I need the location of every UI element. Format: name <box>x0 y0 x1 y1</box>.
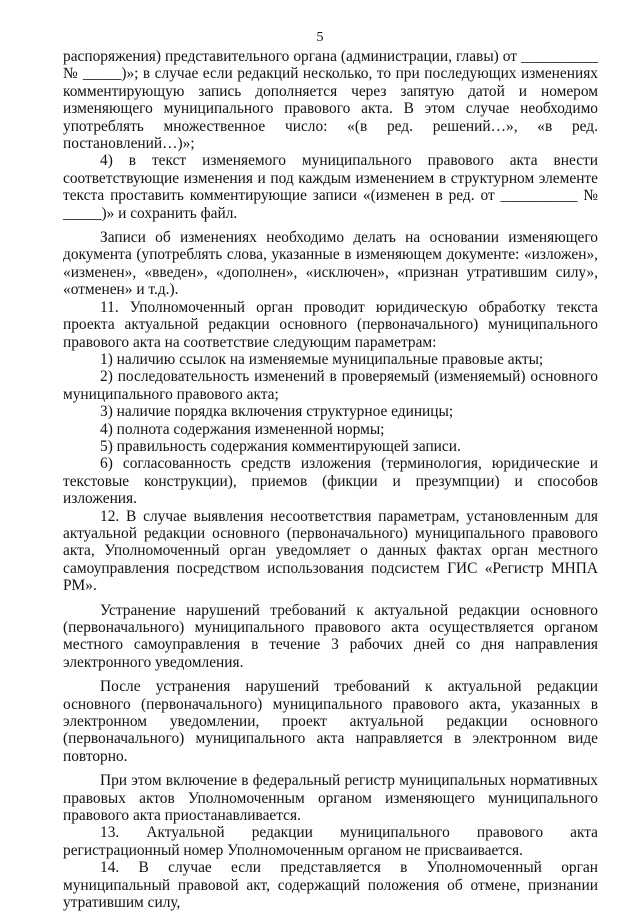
document-body <box>63 48 598 912</box>
paragraph: 12. В случае выявления несоответствия параметрам, установленным для актуальной редакции основного (первоначального) муниципального правового акта, Уполномоченный орган уведомляет о данных фактах орган местного самоуправления посредством использования подсистем ГИС «Регистр МНПА РМ». <box>63 507 598 595</box>
paragraph: 5) правильность содержания комментирующей записи. <box>100 437 461 455</box>
paragraph: 2) последовательность изменений в проверяемый (изменяемый) основного муниципального правового акта; <box>63 368 598 403</box>
paragraph: При этом включение в федеральный регистр муниципальных нормативных правовых актов Уполномоченным органом изменяющего муниципального правового акта приостанавливается. <box>63 772 598 825</box>
paragraph: 4) полнота содержания измененной нормы; <box>100 420 385 438</box>
paragraph: Устранение нарушений требований к актуальной редакции основного (первоначального) муниципального правового акта осуществляется органом местного самоуправления в течение 3 рабочих дней со дня направления электронного уведомления. <box>63 601 598 671</box>
page-number: 5 <box>316 30 324 45</box>
paragraph: Записи об изменениях необходимо делать на основании изменяющего документа (употреблять слова, указанные в изменяющем документе: «изложен», «изменен», «введен», «дополнен», «исключен», «признан утратившим силу», «отменен» и т.д.). <box>63 229 598 299</box>
paragraph: 4) в текст изменяемого муниципального правового акта внести соответствующие изменения и под каждым изменением в структурном элементе текста проставить комментирующие записи «(изменен в ред. от __________ № _____)» и сохранить файл. <box>63 152 598 222</box>
paragraph: 13. Актуальной редакции муниципального правового акта регистрационный номер Уполномоченным органом не присваивается. <box>63 824 598 859</box>
paragraph: 1) наличию ссылок на изменяемые муниципальные правовые акты; <box>100 350 544 368</box>
paragraph: После устранения нарушений требований к актуальной редакции основного (первоначального) муниципального правового акта, указанных в электронном уведомлении, проект актуальной редакции основного (первоначального) муниципального акта направляется в электронном виде повторно. <box>63 678 598 765</box>
paragraph: 11. Уполномоченный орган проводит юридическую обработку текста проекта актуальной редакции основного (первоначального) муниципального правового акта на соответствие следующим параметрам: <box>63 298 598 351</box>
paragraph: распоряжения) представительного органа (администрации, главы) от __________ № _____)»; в случае если редакций несколько, то при последующих изменениях комментирующую запись дополняется через запятую датой и номером изменяющего муниципального правового акта. В этом случае необходимо употреблять множественное число: «(в ред. решений…», «в ред. постановлений…)»; <box>63 48 598 153</box>
paragraph: 3) наличие порядка включения структурное единицы; <box>100 403 454 421</box>
paragraph: 6) согласованность средств изложения (терминология, юридические и текстовые конструкции), приемов (фикции и презумпции) и способов изложения. <box>63 455 598 508</box>
paragraph: 14. В случае если представляется в Уполномоченный орган муниципальный правовой акт, содержащий положения об отмене, признании утратившим силу, <box>63 859 598 912</box>
